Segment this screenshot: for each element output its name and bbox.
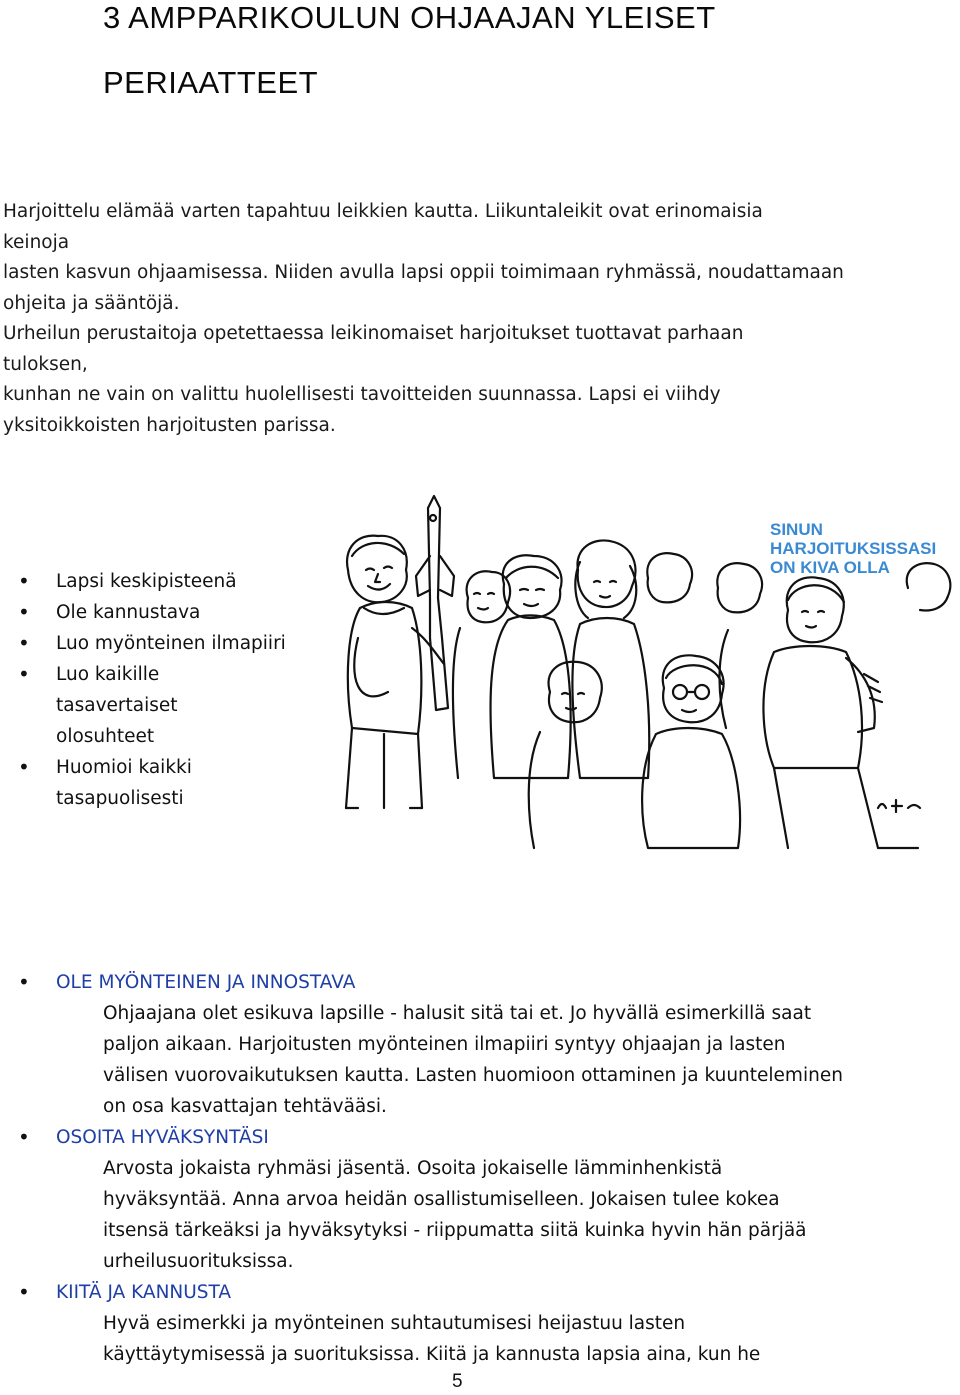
- intro-line: tuloksen,: [3, 353, 88, 375]
- sign-text: SINUN HARJOITUKSISSASI ON KIVA OLLA: [770, 520, 937, 577]
- guideline-sections: [18, 967, 918, 1370]
- guideline-section: [18, 1277, 918, 1370]
- page-title-line2: PERIAATTEET: [103, 65, 319, 100]
- intro-paragraph: [3, 197, 903, 441]
- principle-item: • Ole kannustava: [18, 597, 308, 628]
- intro-line: kunhan ne vain on valittu huolellisesti tavoitteiden suunnassa. Lapsi ei viihdy: [3, 384, 721, 405]
- section-heading: • OSOITA HYVÄKSYNTÄSI: [56, 1127, 269, 1148]
- section-body: Arvosta jokaista ryhmäsi jäsentä. Osoita jokaiselle lämminhenkistä hyväksyntää. Anna arvoa heidän osallistumiselleen. Jokaisen tulee kokea itsensä tärkeäksi ja hyväksytyksi - riippumatta siitä kuinka hyvin hän pärjää urheilusuorituksissa.: [103, 1158, 807, 1272]
- intro-line: ohjeita ja sääntöjä.: [3, 292, 180, 314]
- section-body: Hyvä esimerkki ja myönteinen suhtautumisesi heijastuu lasten käyttäytymisessä ja suorituksissa. Kiitä ja kannusta lapsia aina, kun he: [103, 1313, 761, 1365]
- intro-line: lasten kasvun ohjaamisessa. Niiden avulla lapsi oppii toimimaan ryhmässä, noudattamaan: [3, 262, 844, 283]
- principles-list: [18, 566, 308, 814]
- section-heading: • OLE MYÖNTEINEN JA INNOSTAVA: [56, 972, 356, 993]
- section-body: Ohjaajana olet esikuva lapsille - halusit sitä tai et. Jo hyvällä esimerkillä saat paljon aikaan. Harjoitusten myönteinen ilmapiiri syntyy ohjaajan ja lasten välisen vuorovaikutuksen kautta. Lasten huomioon ottaminen ja kuunteleminen on osa kasvattajan tehtävääsi.: [103, 1003, 843, 1117]
- page-title-line1: 3 AMPPARIKOULUN OHJAAJAN YLEISET: [103, 0, 716, 35]
- principle-item: • Lapsi keskipisteenä: [18, 566, 308, 597]
- intro-line: Urheilun perustaitoja opetettaessa leikinomaiset harjoitukset tuottavat parhaan: [3, 323, 744, 344]
- guideline-section: [18, 967, 918, 1122]
- guideline-section: [18, 1122, 918, 1277]
- principle-item: • Huomioi kaikki tasapuolisesti: [18, 752, 308, 814]
- page-number: 5: [452, 1371, 463, 1392]
- intro-line: yksitoikkoisten harjoitusten parissa.: [3, 414, 336, 436]
- section-heading: • KIITÄ JA KANNUSTA: [56, 1282, 232, 1303]
- intro-line: Harjoittelu elämää varten tapahtuu leikkien kautta. Liikuntaleikit ovat erinomaisia: [3, 201, 763, 222]
- intro-line: keinoja: [3, 231, 70, 253]
- principle-item: • Luo kaikille tasavertaiset olosuhteet: [18, 659, 308, 752]
- principle-item: • Luo myönteinen ilmapiiri: [18, 628, 308, 659]
